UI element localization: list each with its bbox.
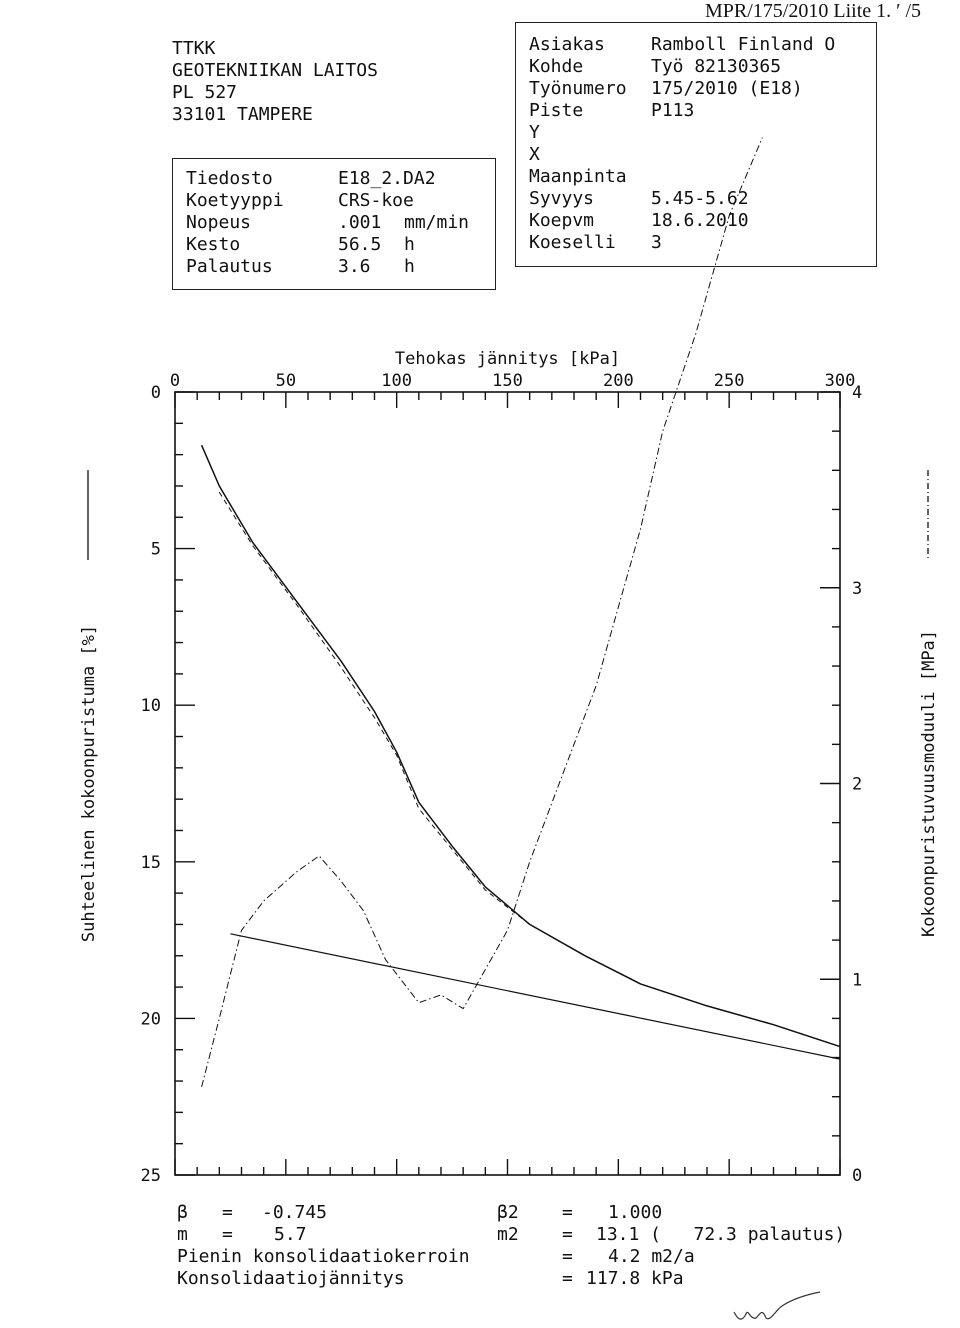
y2-axis-label: Kokoonpuristuvuusmoduuli [MPa] (919, 629, 939, 938)
client-info-value: Työ 82130365 (651, 56, 782, 77)
test-info-value: 3.6 (338, 256, 371, 277)
x-tick-label: 300 (824, 371, 856, 391)
institute-line: TTKK (172, 38, 216, 59)
x-tick-label: 250 (713, 371, 745, 391)
page-reference: MPR/175/2010 Liite 1. ′ /5 (705, 0, 922, 22)
y-tick-label: 0 (150, 383, 161, 403)
cv-label: Pienin konsolidaatiokerroin (177, 1246, 470, 1267)
m-label: m (177, 1224, 188, 1245)
client-info-value: P113 (651, 100, 695, 121)
y2-tick-label: 4 (852, 383, 863, 403)
m2-eq: = (562, 1224, 573, 1245)
x-tick-label: 100 (381, 371, 413, 391)
client-info-value: 3 (651, 232, 662, 253)
series-line-2 (202, 138, 763, 1087)
client-info-label: Asiakas (529, 34, 605, 55)
test-info-value: .001 (338, 212, 382, 233)
y-tick-label: 20 (140, 1009, 161, 1030)
client-info-label: Syvyys (529, 188, 595, 209)
cv-eq: = (562, 1246, 573, 1267)
client-info-label: Koepvm (529, 210, 595, 231)
client-info-label: Kohde (529, 56, 584, 77)
client-info-label: X (529, 144, 540, 165)
sigma-value: 117.8 kPa (586, 1268, 684, 1289)
beta2-value: 1.000 (608, 1202, 663, 1223)
test-info-label: Palautus (186, 256, 273, 277)
y-tick-label: 10 (140, 696, 161, 717)
signature (730, 1290, 830, 1326)
institute-line: PL 527 (172, 82, 238, 103)
beta2-eq: = (562, 1202, 573, 1223)
client-info-value: 175/2010 (E18) (651, 78, 803, 99)
m-eq: = (222, 1224, 233, 1245)
m2-value: 13.1 ( 72.3 palautus) (596, 1224, 846, 1245)
cv-value: 4.2 m2/a (608, 1246, 695, 1267)
x-axis-label: Tehokas jännitys [kPa] (394, 349, 621, 369)
series-line-0 (202, 445, 840, 1046)
beta-label: β (177, 1202, 188, 1223)
x-tick-label: 150 (492, 371, 523, 391)
sigma-eq: = (562, 1268, 573, 1289)
x-tick-label: 50 (275, 371, 297, 391)
beta-value: -0.745 (262, 1202, 328, 1223)
y-tick-label: 25 (140, 1166, 161, 1186)
client-info-label: Koeselli (529, 232, 616, 253)
x-tick-label: 200 (602, 371, 634, 391)
client-info-label: Y (529, 122, 540, 143)
y2-tick-label: 3 (852, 578, 863, 599)
client-info-value: 18.6.2010 (651, 210, 749, 231)
y2-tick-label: 1 (852, 970, 863, 991)
y-tick-label: 15 (140, 852, 161, 873)
y2-tick-label: 0 (852, 1166, 863, 1186)
x-tick-label: 0 (169, 371, 181, 391)
y-tick-label: 5 (150, 539, 161, 560)
test-info-label: Nopeus (186, 212, 252, 233)
institute-line: GEOTEKNIIKAN LAITOS (172, 60, 378, 81)
client-info-value: Ramboll Finland O (651, 34, 836, 55)
test-info-value: CRS-koe (338, 190, 414, 211)
client-info-value: 5.45-5.62 (651, 188, 749, 209)
sigma-label: Konsolidaatiojännitys (177, 1268, 405, 1289)
beta2-label: β2 (497, 1202, 519, 1223)
m2-label: m2 (497, 1224, 519, 1245)
m-value: 5.7 (274, 1224, 307, 1245)
client-info-label: Maanpinta (529, 166, 627, 187)
test-info-unit: h (404, 256, 415, 277)
beta-eq: = (222, 1202, 233, 1223)
test-info-value: 56.5 (338, 234, 382, 255)
institute-line: 33101 TAMPERE (172, 104, 313, 125)
client-info-label: Piste (529, 100, 584, 121)
series-line-1 (219, 492, 840, 1046)
test-info-unit: h (404, 234, 415, 255)
test-info-value: E18_2.DA2 (338, 168, 436, 189)
test-info-unit: mm/min (404, 212, 470, 233)
test-info-label: Koetyyppi (186, 190, 284, 211)
client-info-label: Työnumero (529, 78, 627, 99)
y-axis-label: Suhteelinen kokoonpuristuma [%] (79, 624, 99, 943)
test-info-label: Kesto (186, 234, 241, 255)
test-info-label: Tiedosto (186, 168, 273, 189)
series-line-3 (230, 934, 840, 1059)
plot-frame (175, 392, 840, 1175)
y2-tick-label: 2 (852, 774, 863, 795)
